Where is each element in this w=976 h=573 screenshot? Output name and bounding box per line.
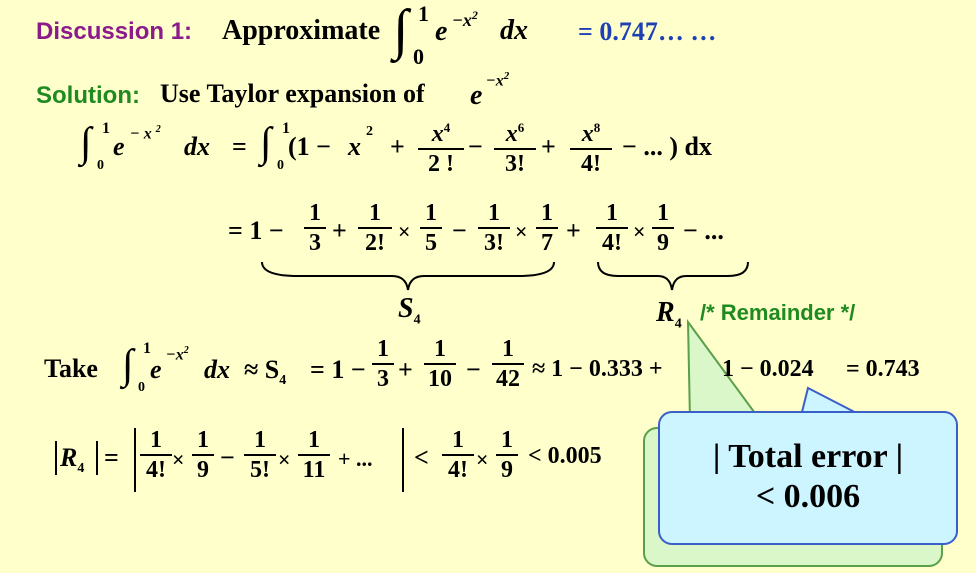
callout-line-1: | Total error |	[712, 438, 904, 475]
take-label: Take	[44, 354, 98, 383]
taylor-paren: (1 −	[288, 132, 331, 161]
total-error-callout	[658, 411, 958, 545]
taylor-frac-1: $x^4$ 2 !	[418, 115, 464, 177]
take-numeric: ≈ 1 − 0.333 +	[532, 356, 663, 382]
taylor-frac-2: $x^6$ 3!	[494, 115, 536, 177]
bound-result: < 0.005	[528, 443, 602, 469]
discussion-prefix: Approximate	[222, 15, 381, 46]
r4-label: $R_4$	[656, 297, 682, 332]
discussion-label: Discussion 1:	[36, 18, 193, 45]
integral-1: ∫	[393, 0, 409, 61]
discussion-result: = 0.747… …	[578, 17, 717, 46]
take-numeric-2: 1 − 0.024	[722, 356, 814, 382]
take-eq: = 1 −	[310, 355, 366, 384]
taylor-frac-3: $x^8$ 4!	[570, 115, 612, 177]
solution-label: Solution:	[36, 82, 140, 109]
taylor-tail: − ... ) dx	[622, 132, 712, 161]
remainder-comment: /* Remainder */	[700, 300, 856, 325]
s4-label: $S_4$	[398, 293, 421, 328]
take-numeric-3: = 0.743	[846, 356, 920, 382]
callout-line-2: < 0.006	[755, 478, 861, 515]
series-lead: = 1 −	[228, 216, 284, 245]
solution-text: Use Taylor expansion of	[160, 79, 425, 108]
